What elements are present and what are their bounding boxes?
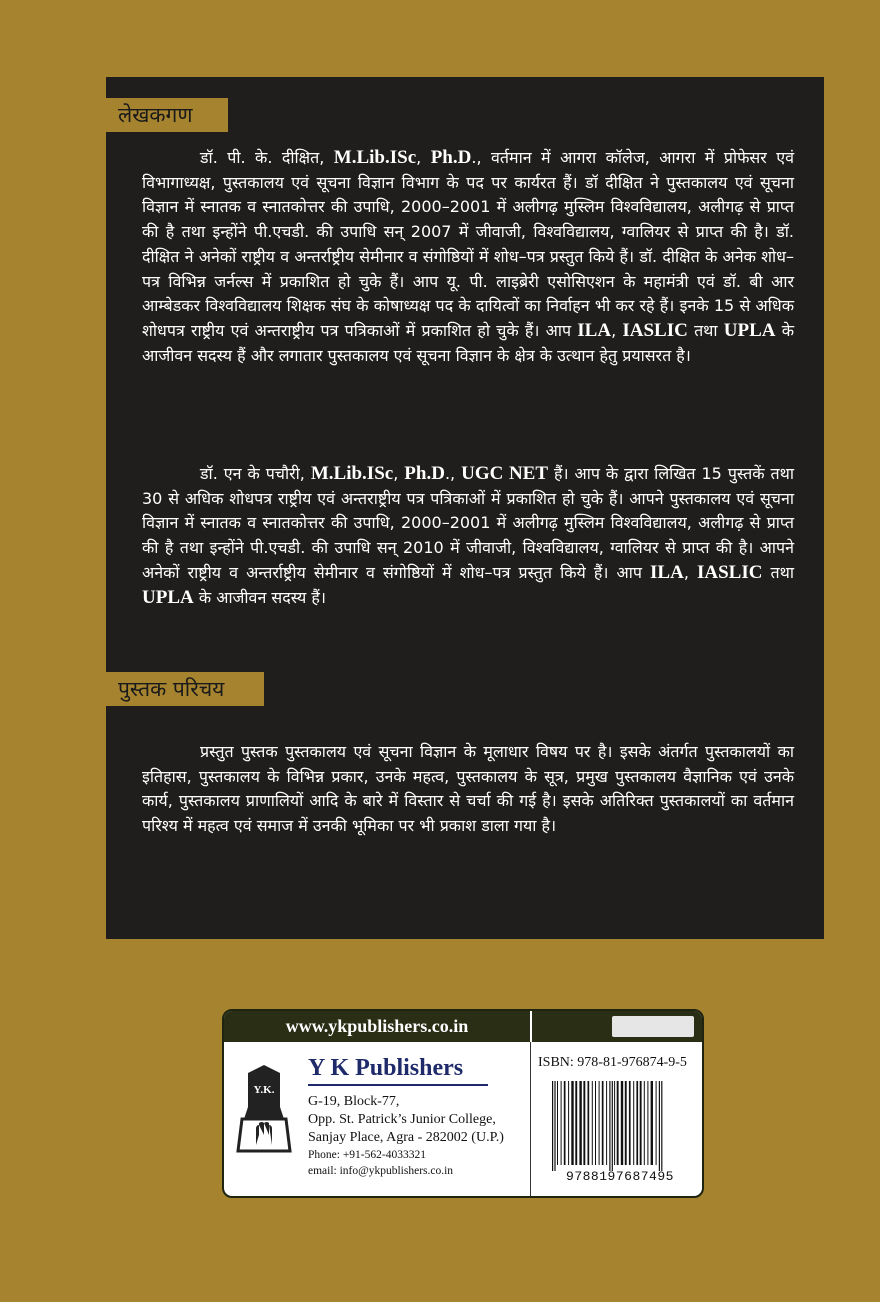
barcode-bar [629, 1081, 631, 1165]
address-line-1: G-19, Block-77, [308, 1094, 400, 1109]
bold-term: UGC NET [461, 463, 549, 484]
logo-text: Y.K. [253, 1084, 275, 1096]
barcode-bar [568, 1081, 569, 1165]
bold-term: ILA [577, 319, 612, 341]
publisher-website: www.ykpublishers.co.in [224, 1011, 530, 1042]
bold-term: M.Lib.ISc [310, 463, 394, 484]
price-sticker [612, 1016, 694, 1037]
publisher-logo-icon [234, 1063, 294, 1155]
barcode-bar [614, 1081, 615, 1165]
barcode-bar [644, 1081, 645, 1165]
publisher-address [308, 1093, 528, 1179]
barcode-bar [617, 1081, 619, 1165]
section-title-authors: लेखकगण [106, 98, 228, 132]
publisher-email: email: info@ykpublishers.co.in [308, 1165, 454, 1177]
barcode-bar [661, 1081, 662, 1171]
address-line-2: Opp. St. Patrick’s Junior College, [308, 1112, 496, 1127]
author-bio-2: डॉ. एन के पचौरी, M.Lib.ISc, Ph.D., UGC NET हैं। आप के द्वारा लिखित 15 पुस्तकें तथा 30 से अधिक शोधपत्र राष्ट्रीय एवं अन्तराष्ट्रीय पत्र पत्रिकाओं में प्रकाशित हो चुके हैं। आपने पुस्तकालय एवं सूचना विज्ञान में स्नातक व स्नातकोत्तर की उपाधि, 2000–2001 में अलीगढ़ मुस्लिम विश्वविद्यालय, अलीगढ़ से प्राप्त की है तथा इन्होंने पी.एचडी. की उपाधि सन् 2010 में जीवाजी, विश्वविद्यालय, ग्वालियर से प्राप्त की है। आपने अनेकों राष्ट्रीय व अन्तर्राष्ट्रीय सेमीनार व संगोष्ठियों में शोध–पत्र प्रस्तुत किये हैं। आप ILA, IASLIC तथा UPLA के आजीवन सदस्य हैं। [142, 463, 795, 608]
barcode-bar [621, 1081, 623, 1165]
bold-term: ILA [650, 561, 684, 583]
barcode-bar [579, 1081, 581, 1165]
publisher-phone: Phone: +91-562-4033321 [308, 1149, 426, 1161]
barcode-bar [602, 1081, 604, 1165]
bold-term: UPLA [723, 319, 776, 341]
barcode-bar [609, 1081, 610, 1171]
barcode-digits: 9788197687495 [566, 1169, 674, 1184]
address-line-3: Sanjay Place, Agra - 282002 (U.P.) [308, 1130, 504, 1145]
isbn-header [530, 1011, 702, 1042]
barcode-bar [647, 1081, 648, 1165]
barcode-bar [595, 1081, 596, 1165]
bold-term: Ph.D [430, 147, 472, 168]
publisher-name: Y K Publishers [308, 1055, 488, 1086]
bold-term: Ph.D [404, 463, 445, 484]
bold-term: UPLA [142, 586, 194, 608]
author-bio-1: डॉ. पी. के. दीक्षित, M.Lib.ISc, Ph.D., वर्तमान में आगरा कॉलेज, आगरा में प्रोफेसर एवं विभागाध्यक्ष, पुस्तकालय एवं सूचना विज्ञान विभाग के पद पर कार्यरत हैं। डॉ दीक्षित ने पुस्तकालय एवं सूचना विज्ञान में स्नातक व स्नातकोत्तर की उपाधि, 2000–2001 में अलीगढ़ मुस्लिम विश्वविद्यालय, अलीगढ़ से प्राप्त की है तथा इन्होंने पी.एचडी. की उपाधि सन् 2007 में जीवाजी, विश्वविद्यालय, ग्वालियर से प्राप्त की है। डॉ. दीक्षित ने अनेकों राष्ट्रीय व अन्तर्राष्ट्रीय सेमीनार व संगोष्ठियों में शोध–पत्र प्रस्तुत किये हैं। डॉ. दीक्षित के अनेक शोध–पत्र विभिन्न जर्नल्स में प्रकाशित हो चुके हैं। आप यू. पी. लाइब्रेरी एसोसिएशन के महामंत्री एवं डॉ. बी आर आम्बेडकर विश्वविद्यालय शिक्षक संघ के कोषाध्यक्ष पद के दायित्वों का निर्वाहन भी कर रहे हैं। इनके 15 से अधिक शोधपत्र राष्ट्रीय एवं अन्तराष्ट्रीय पत्र पत्रिकाओं में प्रकाशित हो चुके हैं। आप ILA, IASLIC तथा UPLA के आजीवन सदस्य हैं और लगातार पुस्तकालय एवं सूचना विज्ञान के क्षेत्र के उत्थान हेतु प्रयासरत है। [142, 147, 794, 365]
barcode-bar [636, 1081, 638, 1165]
barcode-bar [554, 1081, 555, 1171]
barcode [550, 1081, 692, 1171]
barcode-bar [552, 1081, 553, 1171]
isbn-label: ISBN: 978-81-976874-9-5 [538, 1055, 687, 1070]
barcode-bar [612, 1081, 613, 1171]
barcode-bar [564, 1081, 566, 1165]
barcode-bar [561, 1081, 562, 1165]
barcode-bar [659, 1081, 660, 1171]
barcode-bar [588, 1081, 590, 1165]
bold-term: IASLIC [696, 561, 763, 583]
book-intro: प्रस्तुत पुस्तक पुस्तकालय एवं सूचना विज्ञान के मूलाधार विषय पर है। इसके अंतर्गत पुस्तकालयों का इतिहास, पुस्तकालय के विभिन्न प्रकार, उनके महत्व, पुस्तकालय के सूत्र, प्रमुख पुस्तकालय वैज्ञानिक एवं उनके कार्य, पुस्तकालय प्राणालियों आदि के बारे में विस्तार से चर्चा की गई है। इसके अतिरिक्त पुस्तकालयों का वर्तमान परिश्य में महत्व एवं समाज में उनकी भूमिका पर भी प्रकाश डाला गया है। [142, 742, 794, 836]
barcode-bar [583, 1081, 585, 1165]
barcode-bar [571, 1081, 573, 1165]
barcode-bar [606, 1081, 607, 1165]
barcode-bar [633, 1081, 634, 1165]
barcode-bar [640, 1081, 642, 1165]
barcode-bar [625, 1081, 627, 1165]
barcode-bar [651, 1081, 653, 1165]
publisher-box [222, 1009, 704, 1198]
bold-term: M.Lib.ISc [333, 147, 417, 168]
barcode-bar [575, 1081, 577, 1165]
barcode-bar [599, 1081, 600, 1165]
barcode-bar [557, 1081, 558, 1165]
bold-term: IASLIC [622, 319, 688, 341]
barcode-bar [656, 1081, 657, 1165]
section-title-intro: पुस्तक परिचय [106, 672, 264, 706]
barcode-bar [592, 1081, 593, 1165]
divider [530, 1042, 531, 1196]
